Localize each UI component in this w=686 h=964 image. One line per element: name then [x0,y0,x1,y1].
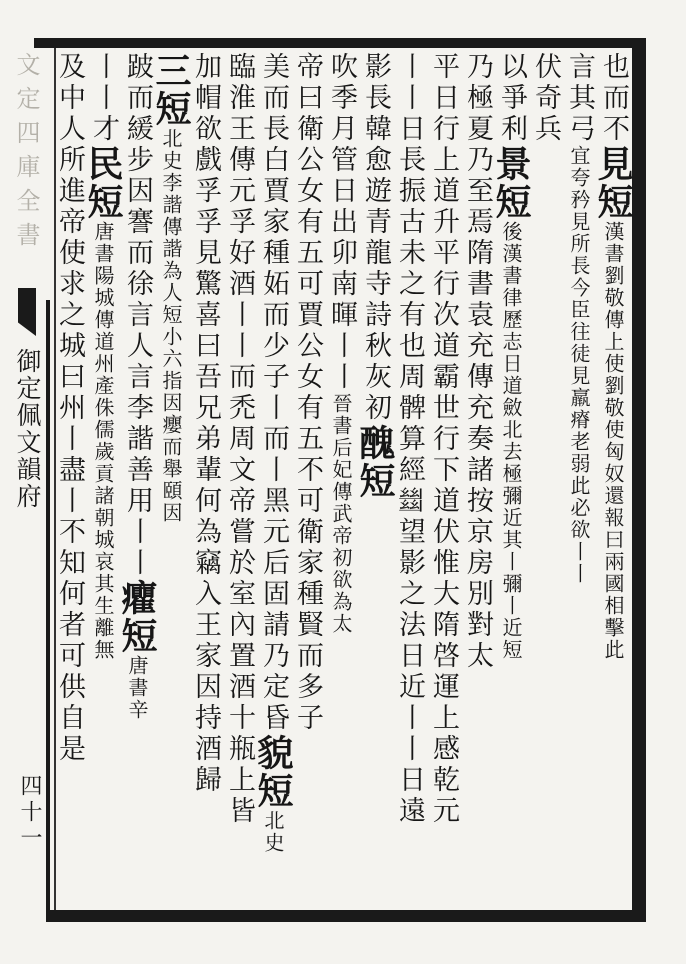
text-column [188,52,222,906]
frame-top-border [34,38,646,48]
annotation-text: 後漢書律歷志日道斂北去極彌近其丨彌丨近短 [499,221,523,661]
annotation-text: 唐書陽城傳道州產侏儒歲貢諸朝城哀其生離無 [91,221,115,661]
text-column [82,52,124,906]
body-text: 帝曰衛公女有五可賈公女有五不可衛家種賢而多子 [292,52,323,734]
annotation-text: 北史 [261,810,285,854]
frame-left-border [46,300,50,920]
headword: 醜短 [354,424,396,500]
folio-book-title: 御定佩文韻府 [13,348,42,510]
text-column [290,52,324,906]
body-text: 影長韓愈遊青龍寺詩秋灰初 [360,52,391,424]
folio-faded-title: 文定四庫全書 [12,52,40,256]
annotation-text: 北史李諧傳諧為人短小六指因癭而舉頤因 [159,128,183,524]
body-text: 平日行上道升平行次道霸世行下道伏惟大隋啓運上感乾元 [428,52,459,827]
headword: 民短 [82,145,124,221]
annotation-text: 漢書劉敬傳上使劉敬使匈奴還報曰兩國相擊此 [601,221,625,661]
body-text: 美而長白賈家種妬而少子丨而丨黑元后固請乃定昏 [258,52,289,734]
body-text: 伏奇兵 [530,52,561,145]
headword: 三短 [150,52,192,128]
text-column [562,52,596,906]
headword: 貌短 [252,734,294,810]
text-column [116,52,158,906]
text-column [324,52,358,906]
text-column [490,52,532,906]
body-text: 跛而緩步因謇而徐言人言李諧善用丨丨 [122,52,153,579]
annotation-text: 宜夸矜見所長今臣往徒見羸瘠老弱此必欲丨丨 [567,145,591,585]
headword: 癯短 [116,579,158,655]
body-text: 丨丨日長振古未之有也周髀算經𢇍望影之法日近丨丨日遠 [394,52,425,827]
text-column [592,52,634,906]
body-text: 臨淮王傳元孚好酒丨丨而禿周文帝嘗於室內置酒十瓶上皆 [224,52,255,827]
fish-tail-mark [18,288,36,336]
body-text: 也而不 [598,52,629,145]
headword: 景短 [490,145,532,221]
folio-strip [14,52,44,902]
frame-right-border [632,38,646,922]
frame-bottom-border [46,910,646,922]
body-text: 吹季月管日出卯南暉丨丨 [326,52,357,393]
body-text: 加帽欲戲孚孚見驚喜曰吾兄弟輩何為竊入王家因持酒歸 [190,52,221,796]
body-text: 以爭利 [496,52,527,145]
body-text: 丨丨才 [88,52,119,145]
body-text: 言其弓 [564,52,595,145]
text-column [426,52,460,906]
text-column [354,52,396,906]
folio-page-number: 四十一 [17,774,42,852]
text-column [52,52,86,906]
text-column [150,52,192,906]
body-text: 及中人所進帝使求之城曰州丨盡丨不知何者可供自是 [54,52,85,765]
body-text: 乃極夏乃至焉隋書袁充傳充奏諸按京房別對太 [462,52,493,672]
annotation-text: 晉書后妃傳武帝初欲為太 [329,393,353,635]
text-column [222,52,256,906]
vertical-text-area [54,52,634,906]
headword: 見短 [592,145,634,221]
text-column [392,52,426,906]
text-column [460,52,494,906]
annotation-text: 唐書辛 [125,655,149,721]
text-column [252,52,294,906]
text-column [528,52,562,906]
